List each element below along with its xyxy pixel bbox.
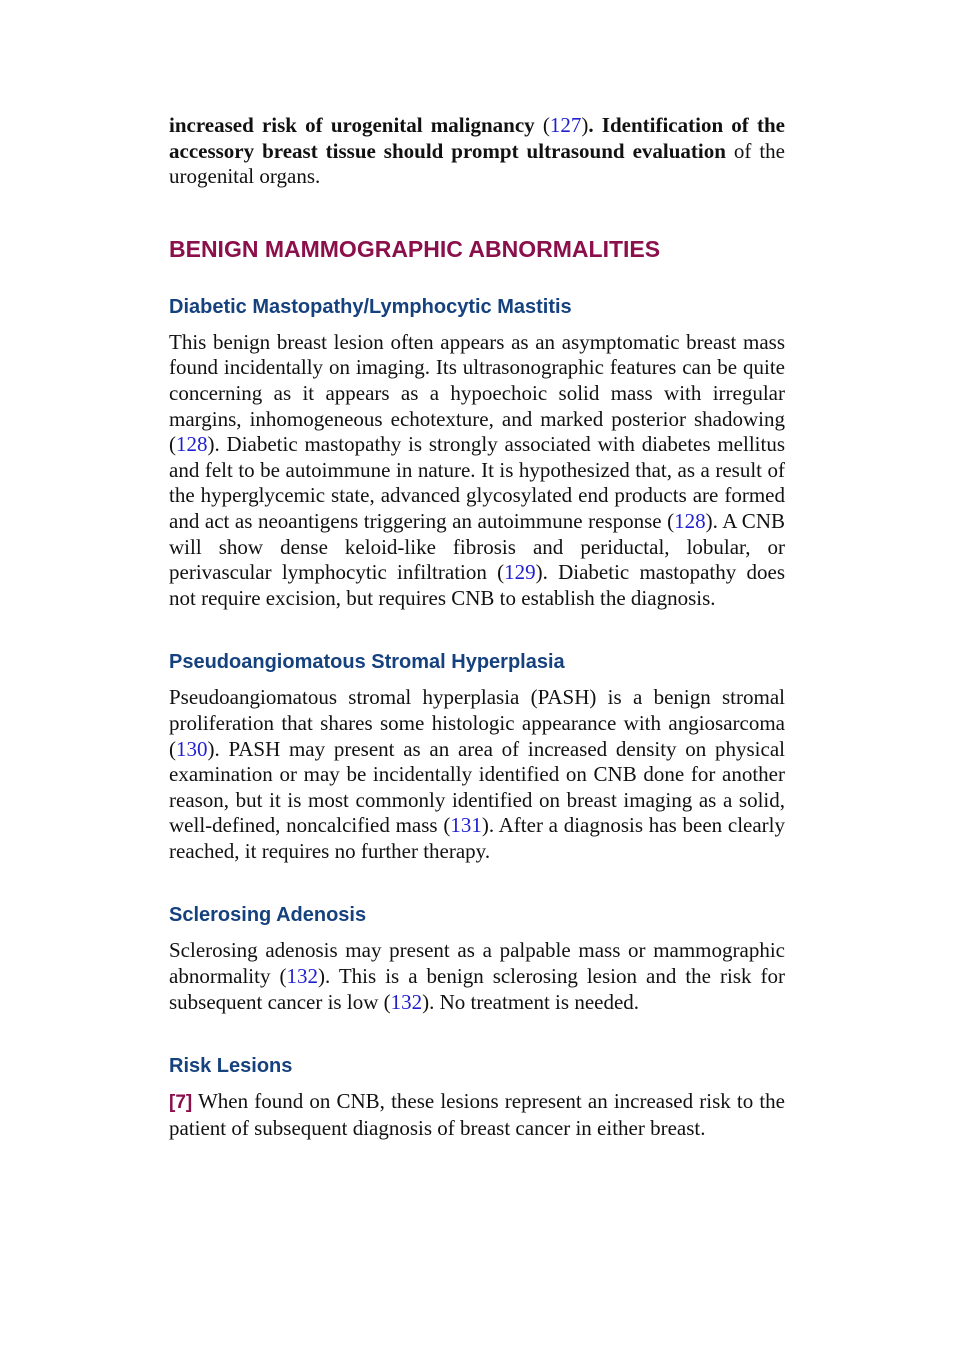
subsection-heading: Diabetic Mastopathy/Lymphocytic Mastitis bbox=[169, 295, 572, 318]
reference-link[interactable]: 128 bbox=[176, 432, 208, 457]
paragraph-text: ). A CNB will show dense keloid-like fibrosis and periductal, lobular, or perivascular lymphocytic infiltration ( bbox=[169, 508, 785, 585]
intro-text: of the urogenital organs. bbox=[169, 138, 785, 189]
diabetic-section bbox=[169, 294, 785, 612]
subsection-heading: Pseudoangiomatous Stromal Hyperplasia bbox=[169, 651, 565, 674]
subsection-heading: Sclerosing Adenosis bbox=[169, 904, 367, 927]
paragraph-text: ). Diabetic mastopathy is strongly associated with diabetes mellitus and felt to be autoimmune in nature. It is hypothesized that, as a result of the hyperglycemic state, advanced glycosylated end products are formed and act as neoantigens triggering an autoimmune response ( bbox=[169, 432, 785, 533]
intro-bold-text: . Identification of the accessory breast tissue should prompt ultrasound evaluation bbox=[169, 113, 785, 163]
sclerosing-section bbox=[169, 902, 785, 1015]
paragraph-text: Pseudoangiomatous stromal hyperplasia (PASH) is a benign stromal proliferation that shares some histologic appearance with angiosarcoma ( bbox=[169, 685, 785, 761]
marker-tag: [7] bbox=[169, 1092, 193, 1114]
paragraph-text: ). Diabetic mastopathy does not require excision, but requires CNB to establish the diagnosis. bbox=[169, 560, 785, 610]
reference-link[interactable]: 132 bbox=[390, 989, 423, 1014]
reference-link[interactable]: 129 bbox=[504, 560, 536, 585]
paragraph-text: ). PASH may present as an area of increased density on physical examination or may be incidentally identified on CNB done for another reason, but it is most commonly identified on breast imaging as a solid, well-defined, noncalcified mass ( bbox=[169, 736, 785, 838]
risk-paragraph bbox=[169, 1089, 785, 1141]
risk-section bbox=[169, 1053, 785, 1141]
paragraph-text: Sclerosing adenosis may present as a palpable mass or mammographic abnormality ( bbox=[169, 938, 785, 989]
paragraph-text: This benign breast lesion often appears as an asymptomatic breast mass found incidentally on imaging. Its ultrasonographic features can be quite concerning as it appears as a hypoechoic solid mass with irregular margins, inhomogeneous echotexture, and marked posterior shadowing ( bbox=[169, 329, 785, 457]
sclerosing-paragraph bbox=[169, 938, 785, 1015]
diabetic-paragraph bbox=[169, 330, 785, 612]
paragraph-text: When found on CNB, these lesions represent an increased risk to the patient of subsequent diagnosis of breast cancer in either breast. bbox=[169, 1089, 785, 1140]
pash-section bbox=[169, 649, 785, 864]
reference-link[interactable]: 131 bbox=[450, 813, 482, 838]
reference-link[interactable]: 127 bbox=[549, 113, 582, 137]
reference-link[interactable]: 132 bbox=[286, 964, 318, 989]
pash-paragraph bbox=[169, 685, 785, 864]
reference-link[interactable]: 130 bbox=[176, 736, 208, 761]
intro-paragraph: increased risk of urogenital malignancy (127). Identification of the accessory breast tissue should prompt ultrasound evaluation of the urogenital organs. bbox=[169, 113, 785, 189]
subsection-heading: Risk Lesions bbox=[169, 1055, 293, 1078]
paragraph-text: ). No treatment is needed. bbox=[422, 989, 640, 1014]
paragraph-text: ). This is a benign sclerosing lesion and the risk for subsequent cancer is low ( bbox=[169, 964, 785, 1014]
document-page bbox=[169, 113, 785, 1141]
intro-bold-text: increased risk of urogenital malignancy bbox=[169, 113, 535, 137]
section-heading: BENIGN MAMMOGRAPHIC ABNORMALITIES bbox=[169, 235, 661, 262]
paragraph-text: ). After a diagnosis has been clearly reached, it requires no further therapy. bbox=[169, 813, 785, 863]
reference-link[interactable]: 128 bbox=[674, 508, 706, 533]
